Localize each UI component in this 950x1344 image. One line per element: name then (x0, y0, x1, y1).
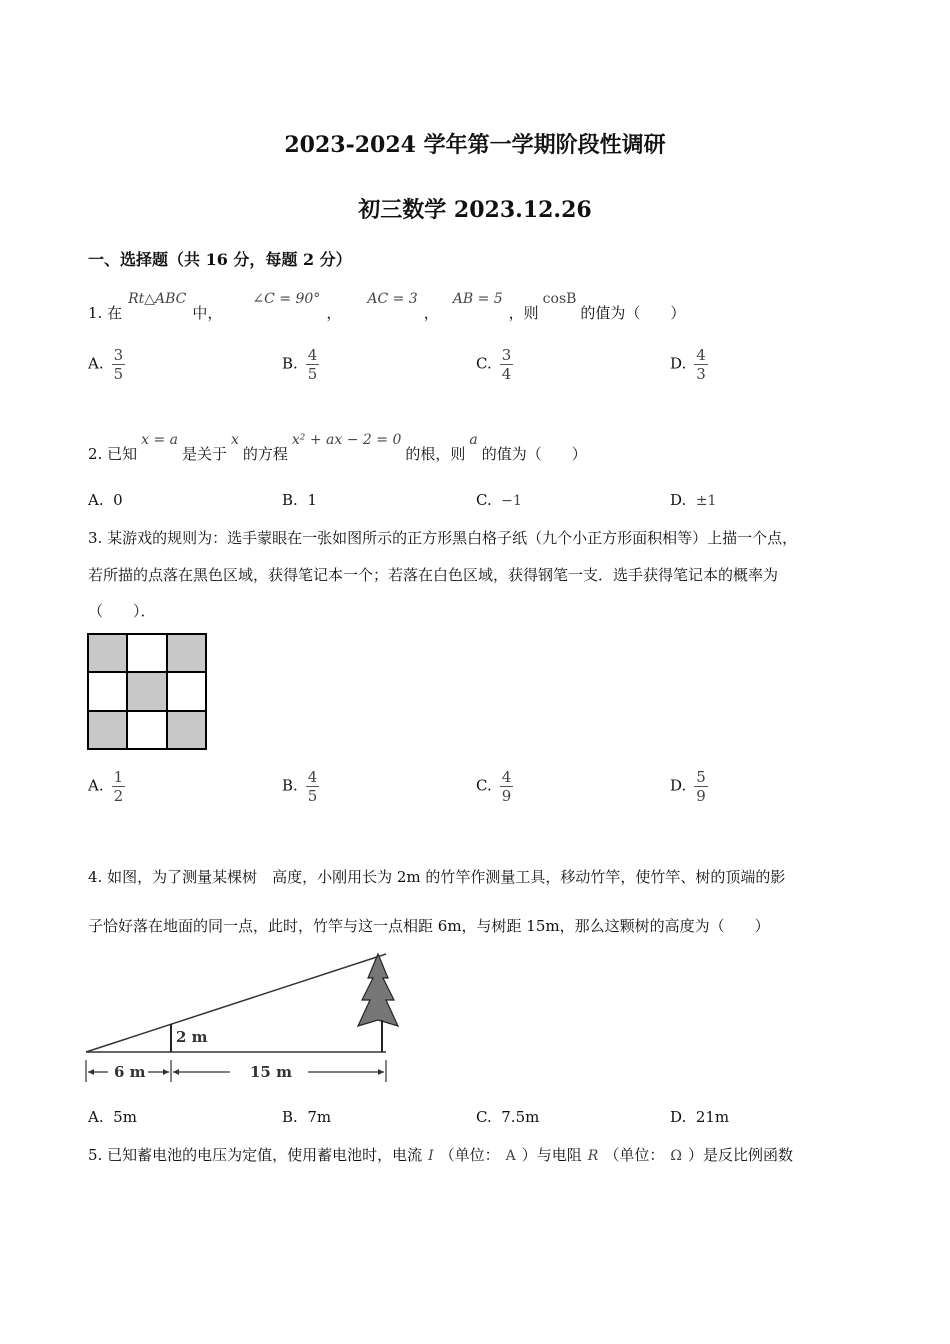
grid-cell-light (127, 711, 166, 749)
option-value: 7m (307, 1108, 332, 1126)
q1-text: ，则 (508, 304, 539, 322)
numerator: 5 (696, 768, 706, 786)
exam-subtitle: 初三数学 2023.12.26 (358, 197, 592, 223)
tree-icon (358, 954, 398, 1052)
option-letter: C. (476, 354, 492, 373)
q1-math: cosB (542, 291, 577, 307)
checker-grid (87, 633, 207, 750)
option-letter: A. (88, 354, 104, 373)
denominator: 5 (307, 365, 318, 383)
q5-math: Ω (670, 1148, 682, 1164)
option-letter: D. (670, 354, 687, 373)
numerator: 3 (113, 346, 124, 364)
option-letter: B. (282, 354, 298, 373)
q2-text: 是关于 (181, 445, 227, 463)
grid-cell-light (167, 672, 206, 710)
q2-text: 2. 已知 (88, 445, 138, 463)
option-letter: C. (476, 491, 492, 509)
numerator: 3 (501, 346, 512, 364)
question-3-line-3: （ ）． (88, 602, 156, 620)
q3-option-a (88, 768, 125, 805)
q3-option-b (282, 768, 319, 805)
fraction (500, 768, 514, 805)
grid-cell-dark (167, 634, 206, 672)
fraction (112, 346, 126, 383)
q2-option-a (88, 491, 123, 509)
section-heading: 一、选择题（共 16 分，每题 2 分） (88, 250, 352, 269)
option-letter: D. (670, 491, 687, 509)
grid-cell-dark (88, 711, 127, 749)
q3-option-c (476, 768, 513, 805)
q5-math: A (505, 1148, 516, 1164)
q2-text: 的值为（ ） (481, 445, 587, 463)
q2-math: x² + ax − 2 = 0 (291, 432, 402, 448)
grid-cell-light (88, 672, 127, 710)
option-letter: C. (476, 1108, 492, 1126)
q1-option-c (476, 346, 513, 383)
q4-option-b (282, 1108, 331, 1126)
q5-text: ）与电阻 (521, 1146, 582, 1164)
fraction (500, 346, 514, 383)
question-4-line-2: 子恰好落在地面的同一点，此时，竹竿与这一点相距 6m，与树距 15m，那么这颗树的高度为（ ） (88, 917, 770, 935)
q1-option-d (670, 346, 708, 383)
question-3-line-2: 若所描的点落在黑色区域，获得笔记本一个；若落在白色区域，获得钢笔一支．选手获得笔记本的概率为 (88, 566, 779, 584)
option-value: 21m (695, 1108, 730, 1126)
denominator: 9 (501, 787, 512, 805)
option-value: −1 (501, 493, 522, 509)
q5-math: I (428, 1148, 434, 1164)
q2-option-c (476, 491, 522, 509)
q5-text: 5. 已知蓄电池的电压为定值，使用蓄电池时，电流 (88, 1146, 423, 1164)
fraction (694, 768, 708, 805)
denominator: 9 (696, 787, 706, 805)
q1-text: 中， (192, 304, 223, 322)
question-2 (88, 432, 587, 464)
option-letter: A. (88, 776, 104, 795)
q1-math: AC = 3 (367, 291, 418, 307)
q2-math: a (469, 432, 478, 448)
option-letter: D. (670, 776, 687, 795)
grid-cell-dark (127, 672, 166, 710)
q1-option-b (282, 346, 319, 383)
dist1-label: 6 m (114, 1063, 146, 1081)
numerator: 4 (696, 346, 706, 364)
pole-label: 2 m (176, 1028, 208, 1046)
option-letter: B. (282, 1108, 298, 1126)
numerator: 4 (307, 346, 318, 364)
numerator: 4 (307, 768, 318, 786)
q1-text: ， (423, 304, 439, 322)
option-letter: A. (88, 491, 104, 509)
q1-text: 1. 在 (88, 304, 123, 322)
fraction (306, 768, 320, 805)
q2-text: 的根，则 (405, 445, 466, 463)
q2-math: x = a (141, 432, 178, 448)
denominator: 4 (501, 365, 512, 383)
denominator: 5 (307, 787, 318, 805)
q1-option-a (88, 346, 125, 383)
grid-cell-dark (88, 634, 127, 672)
option-value: 7.5m (501, 1108, 540, 1126)
grid-cell-dark (167, 711, 206, 749)
option-value: ±1 (695, 493, 717, 509)
q2-math: x (230, 432, 239, 448)
q2-text: 的方程 (242, 445, 288, 463)
option-value: 1 (307, 491, 317, 509)
q1-math: Rt△ABC (128, 291, 187, 307)
option-letter: B. (282, 491, 298, 509)
q3-option-d (670, 768, 708, 805)
option-letter: B. (282, 776, 298, 795)
q1-text: ， (326, 304, 342, 322)
q5-text: ）是反比例函数 (687, 1146, 793, 1164)
grid-cell-light (127, 634, 166, 672)
option-letter: D. (670, 1108, 687, 1126)
q4-option-a (88, 1108, 137, 1126)
option-value: 0 (113, 491, 123, 509)
q2-option-d (670, 491, 716, 509)
q1-math: ∠C = 90° (252, 291, 321, 307)
dist2-label: 15 m (250, 1063, 292, 1081)
q5-text: （单位： (439, 1146, 500, 1164)
q5-text: （单位： (604, 1146, 665, 1164)
q4-option-c (476, 1108, 539, 1126)
shadow-line (86, 954, 386, 1052)
question-1 (88, 291, 686, 323)
numerator: 1 (113, 768, 124, 786)
fraction (112, 768, 126, 805)
question-4-line-1: 4. 如图，为了测量某棵树 高度，小刚用长为 2m 的竹竿作测量工具，移动竹竿，使竹竿、树的顶端的影 (88, 868, 786, 886)
q1-math: AB = 5 (452, 291, 503, 307)
denominator: 2 (113, 787, 124, 805)
q1-text: 的值为（ ） (580, 304, 686, 322)
option-letter: C. (476, 776, 492, 795)
q2-option-b (282, 491, 317, 509)
option-letter: A. (88, 1108, 104, 1126)
q5-math: R (587, 1148, 599, 1164)
q4-option-d (670, 1108, 729, 1126)
question-5 (88, 1144, 793, 1165)
fraction (694, 346, 708, 383)
exam-title: 2023-2024 学年第一学期阶段性调研 (284, 132, 666, 158)
denominator: 3 (696, 365, 706, 383)
tree-shadow-figure (80, 948, 400, 1088)
numerator: 4 (501, 768, 512, 786)
question-3-line-1: 3. 某游戏的规则为：选手蒙眼在一张如图所示的正方形黑白格子纸（九个小正方形面积相等）上描一个点， (88, 529, 798, 547)
denominator: 5 (113, 365, 124, 383)
fraction (306, 346, 320, 383)
option-value: 5m (113, 1108, 137, 1126)
